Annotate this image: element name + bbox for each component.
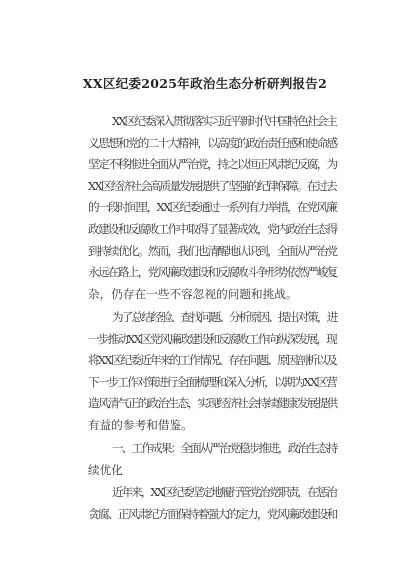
text-line: XX区经济社会高质量发展提供了坚强的纪律保障。在过去 [88, 178, 336, 193]
paragraph-purpose [88, 307, 337, 437]
text-line: XX区纪委深入贯彻落实习近平新时代中国特色社会主 [112, 114, 336, 128]
text-line: 为了总结经验、查找问题、分析原因、提出对策，进 [112, 310, 337, 324]
paragraph-results [88, 482, 337, 525]
text-line: 近年来，XX区纪委坚定地履行管党治党职责，在惩治 [112, 485, 336, 499]
text-line: 义思想和党的二十大精神，以高度的政治责任感和使命感 [88, 135, 337, 150]
document-title: XX区纪委2025年政治生态分析研判报告2 [82, 76, 328, 91]
text-line: 续优化 [88, 462, 123, 477]
text-line: 到持续优化。然而，我们也清醒地认识到，全面从严治党 [88, 243, 337, 258]
text-line: 的一段时间里，XX区纪委通过一系列有力举措，在党风廉 [88, 200, 336, 215]
text-line: 将XX区纪委近年来的工作情况、存在问题、原因剖析以及 [88, 353, 336, 368]
text-line: 造风清气正的政治生态，实现经济社会持续健康发展提供 [88, 396, 337, 411]
text-line: 杂，仍存在一些不容忽视的问题和挑战。 [88, 286, 298, 301]
text-line: 贪腐、正风肃纪方面保持着强大的定力，党风廉政建设和 [88, 506, 337, 521]
paragraph-intro [88, 111, 337, 305]
text-line: 政建设和反腐败工作中取得了显著成效，党内政治生态得 [88, 221, 337, 236]
text-line: 下一步工作对策进行全面梳理和深入分析，以期为XX区营 [88, 374, 336, 389]
text-line: 坚定不移推进全面从严治党，持之以恒正风肃纪反腐，为 [88, 157, 337, 172]
section-heading [88, 438, 337, 481]
text-line: 有益的参考和借鉴。 [88, 417, 193, 432]
text-line: 一步推动XX区党风廉政建设和反腐败工作向纵深发展，现 [88, 331, 336, 346]
text-line: 一、工作成果：全面从严治党稳步推进，政治生态持 [112, 441, 337, 455]
text-line: 永远在路上，党风廉政建设和反腐败斗争形势依然严峻复 [88, 265, 337, 280]
